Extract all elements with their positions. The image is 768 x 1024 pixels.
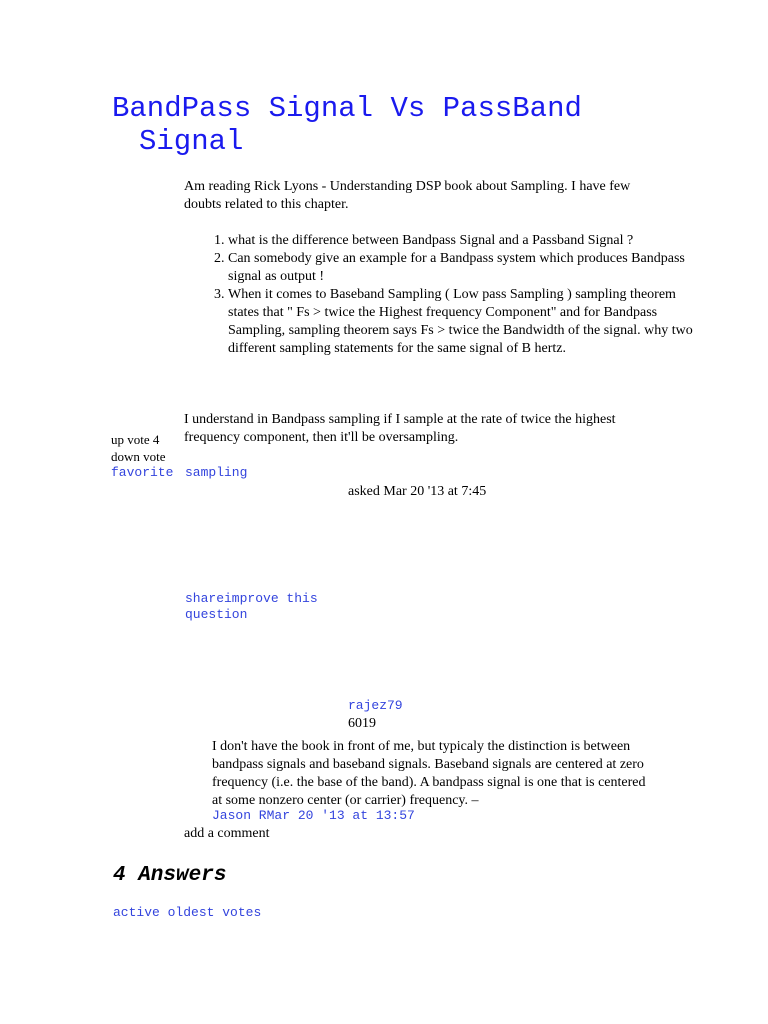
tag-sampling[interactable]: sampling <box>185 465 248 480</box>
comment-text: I don't have the book in front of me, but typicaly the distinction is between bandpass signals and baseband signals. Baseband signals are centered at zero frequency (i.e. the base of the band). A bandpass signal is one that is centered at some nonzero center (or carrier) frequency. – <box>212 739 646 808</box>
share-line-2[interactable]: question <box>185 607 248 622</box>
tab-active[interactable]: active <box>113 905 160 920</box>
answer-sort-tabs <box>113 905 261 920</box>
favorite-button[interactable]: favorite <box>111 465 174 480</box>
asked-timestamp: asked Mar 20 '13 at 7:45 <box>348 484 487 499</box>
upvote-button[interactable]: up vote 4 <box>111 432 160 447</box>
list-item: 2. Can somebody give an example for a Bandpass system which produces Bandpass signal as output ! <box>228 250 704 286</box>
answers-heading: 4 Answers <box>113 864 227 887</box>
title-line-1: BandPass Signal Vs PassBand <box>112 92 582 125</box>
page-title <box>112 92 632 158</box>
question-intro: Am reading Rick Lyons - Understanding DSP book about Sampling. I have few doubts related to this chapter. <box>184 179 631 212</box>
list-item: 1. what is the difference between Bandpass Signal and a Passband Signal ? <box>228 232 704 250</box>
share-improve-link[interactable] <box>185 591 335 623</box>
comment-date-link[interactable]: Mar 20 '13 at 13:57 <box>266 808 415 823</box>
user-reputation: 6019 <box>348 716 376 731</box>
comment-author-link[interactable]: Jason R <box>212 808 267 823</box>
list-item: 3. When it comes to Baseband Sampling ( Low pass Sampling ) sampling theorem states that " Fs > twice the Highest frequency Component" and for Bandpass Sampling, sampling theorem says Fs > twice the Bandwidth of the signal. why two different sampling statements for the same signal of B hertz. <box>228 286 704 358</box>
question-list <box>184 232 704 358</box>
share-line-1[interactable]: shareimprove this <box>185 591 318 606</box>
downvote-button[interactable]: down vote <box>111 449 166 464</box>
title-line-2: Signal <box>139 125 244 158</box>
tab-oldest[interactable]: oldest <box>167 905 215 920</box>
tab-votes[interactable]: votes <box>222 905 262 920</box>
comment-meta <box>212 808 415 823</box>
vote-controls <box>111 431 166 465</box>
question-paragraph: I understand in Bandpass sampling if I sample at the rate of twice the highest frequency component, then it'll be oversampling. <box>184 412 616 445</box>
add-comment-link[interactable]: add a comment <box>184 826 270 841</box>
user-link[interactable]: rajez79 <box>348 698 403 713</box>
